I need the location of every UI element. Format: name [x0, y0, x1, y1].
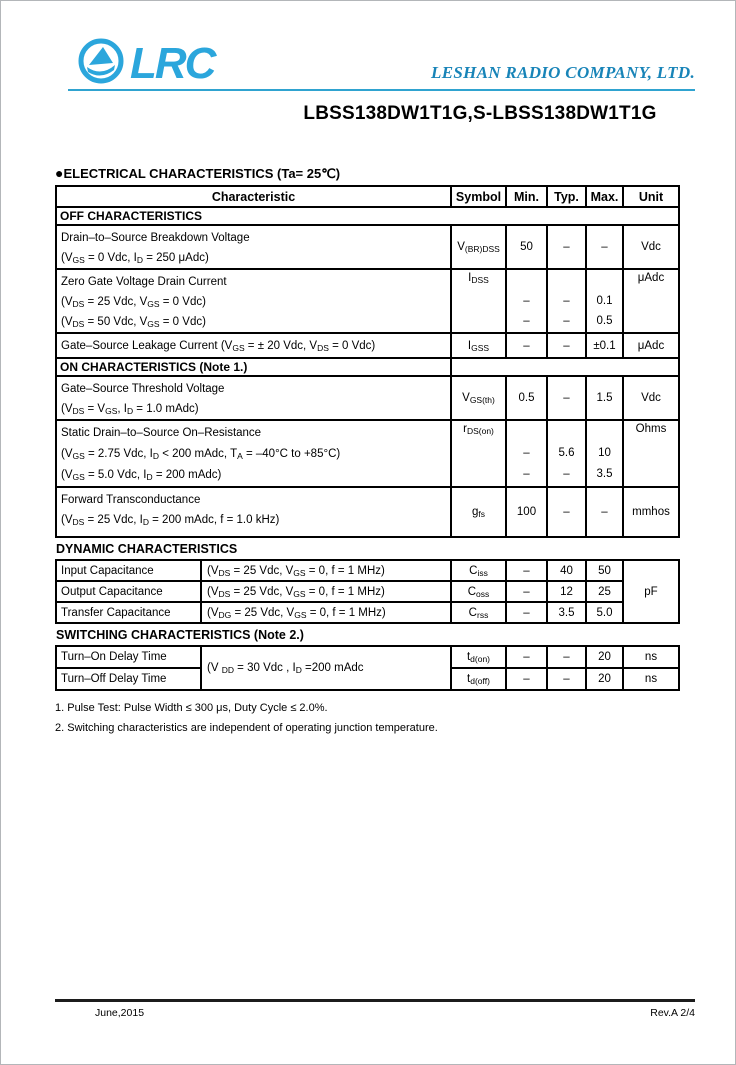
max-cell: ±0.1 [586, 333, 623, 358]
max-cell: 0.1 0.5 [586, 269, 623, 333]
symbol-cell: $C_{rss}$ [451, 602, 506, 623]
characteristic-cell: Forward Transconductance ($V_{DS} = 25$ Vdc, $I_D = 200$ mAdc, f = 1.0 kHz) [56, 487, 451, 537]
characteristic-cell: Input Capacitance [56, 560, 201, 581]
characteristic-cell: Zero Gate Voltage Drain Current ($V_{DS} = 25$ Vdc, $V_{GS} = 0$ Vdc) ($V_{DS} = 50$ Vdc, $V_{GS} = 0$ Vdc) [56, 269, 451, 333]
symbol-cell: $V_{(BR)DSS}$ [451, 225, 506, 269]
max-cell: 10 3.5 [586, 420, 623, 487]
symbol-cell: $t_{d(on)}$ [451, 646, 506, 668]
min-cell: – [506, 668, 547, 690]
section-on-label: ON CHARACTERISTICS (Note 1.) [56, 358, 451, 376]
min-cell: – – [506, 269, 547, 333]
table-row [56, 487, 679, 537]
min-cell: 0.5 [506, 376, 547, 420]
max-cell: 5.0 [586, 602, 623, 623]
electrical-characteristics-heading: ●ELECTRICAL CHARACTERISTICS (Ta= 25℃) [55, 165, 341, 181]
company-name: LESHAN RADIO COMPANY, LTD. [431, 63, 695, 82]
typ-cell: – [547, 376, 586, 420]
typ-cell: 5.6 – [547, 420, 586, 487]
table-row [56, 333, 679, 358]
bullet-icon: ● [55, 165, 64, 181]
header-rule [68, 89, 695, 91]
characteristic-cell: Turn–Off Delay Time [56, 668, 201, 690]
col-header-characteristic: Characteristic [56, 186, 451, 207]
min-cell: 100 [506, 487, 547, 537]
max-cell: 1.5 [586, 376, 623, 420]
max-cell: 25 [586, 581, 623, 602]
typ-cell: 40 [547, 560, 586, 581]
max-cell: 50 [586, 560, 623, 581]
symbol-cell: $V_{GS(th)}$ [451, 376, 506, 420]
switching-characteristics-heading: SWITCHING CHARACTERISTICS (Note 2.) [56, 628, 304, 642]
table-row [56, 646, 679, 668]
min-cell: – [506, 581, 547, 602]
max-cell: – [586, 225, 623, 269]
table-row [56, 560, 679, 581]
typ-cell: – [547, 487, 586, 537]
characteristic-cell: Gate–Source Threshold Voltage ($V_{DS} = V_{GS}$, $I_D = 1.0$ mAdc) [56, 376, 451, 420]
typ-cell: – [547, 225, 586, 269]
typ-cell: – [547, 333, 586, 358]
characteristic-cell: Transfer Capacitance [56, 602, 201, 623]
symbol-cell: $C_{iss}$ [451, 560, 506, 581]
symbol-cell: $r_{DS(on)}$ [451, 420, 506, 487]
table-row [56, 269, 679, 333]
main-content [55, 165, 678, 738]
footer-date: June,2015 [95, 1007, 145, 1019]
symbol-cell: $C_{oss}$ [451, 581, 506, 602]
symbol-cell: $I_{GSS}$ [451, 333, 506, 358]
typ-cell: – [547, 668, 586, 690]
condition-cell: ($V_{DG} = 25$ Vdc, $V_{GS} = 0$, f = 1 MHz) [201, 602, 451, 623]
switching-characteristics-table [55, 645, 680, 691]
note-1: 1. Pulse Test: Pulse Width ≤ 300 μs, Duty Cycle ≤ 2.0%. [55, 702, 328, 714]
section-on-spacer [451, 358, 679, 376]
col-header-symbol: Symbol [451, 186, 506, 207]
unit-cell: ns [623, 646, 679, 668]
dynamic-characteristics-table [55, 559, 680, 624]
section-row-on [56, 358, 679, 376]
unit-cell: Vdc [623, 376, 679, 420]
typ-cell: 3.5 [547, 602, 586, 623]
electrical-characteristics-table [55, 185, 680, 538]
footer-rule [55, 999, 695, 1002]
section-off-label: OFF CHARACTERISTICS [56, 207, 679, 225]
symbol-cell: $I_{DSS}$ [451, 269, 506, 333]
unit-cell: ns [623, 668, 679, 690]
unit-cell: mmhos [623, 487, 679, 537]
page-title: LBSS138DW1T1G,S-LBSS138DW1T1G [303, 103, 657, 124]
min-cell: 50 [506, 225, 547, 269]
note-2: 2. Switching characteristics are independent of operating junction temperature. [55, 722, 438, 734]
table-row [56, 581, 679, 602]
typ-cell: 12 [547, 581, 586, 602]
min-cell: – [506, 333, 547, 358]
typ-cell: – [547, 646, 586, 668]
characteristic-cell: Output Capacitance [56, 581, 201, 602]
characteristic-cell: Drain–to–Source Breakdown Voltage ($V_{GS} = 0$ Vdc, $I_D = 250$ μAdc) [56, 225, 451, 269]
condition-cell: (V $_{DD}$ = 30 Vdc , $I_D =200$ mAdc [201, 646, 451, 690]
unit-cell: μAdc [623, 269, 679, 333]
max-cell: 20 [586, 668, 623, 690]
condition-cell: ($V_{DS} = 25$ Vdc, $V_{GS} = 0$, f = 1 MHz) [201, 581, 451, 602]
footer-revision: Rev.A 2/4 [650, 1007, 695, 1019]
lrc-logo-text: LRC [130, 38, 215, 88]
characteristic-cell: Turn–On Delay Time [56, 646, 201, 668]
col-header-unit: Unit [623, 186, 679, 207]
table-row [56, 376, 679, 420]
unit-cell: μAdc [623, 333, 679, 358]
table-row [56, 420, 679, 487]
col-header-min: Min. [506, 186, 547, 207]
min-cell: – – [506, 420, 547, 487]
typ-cell: – – [547, 269, 586, 333]
lrc-logo-icon [76, 36, 126, 91]
lrc-logo [76, 36, 214, 91]
min-cell: – [506, 646, 547, 668]
symbol-cell: $t_{d(off)}$ [451, 668, 506, 690]
col-header-typ: Typ. [547, 186, 586, 207]
dynamic-characteristics-heading: DYNAMIC CHARACTERISTICS [56, 542, 238, 556]
unit-cell: Ohms [623, 420, 679, 487]
characteristic-cell: Gate–Source Leakage Current ($V_{GS}$ = ± 20 Vdc, $V_{DS} = 0$ Vdc) [56, 333, 451, 358]
min-cell: – [506, 602, 547, 623]
table-header-row [56, 186, 679, 207]
condition-cell: ($V_{DS} = 25$ Vdc, $V_{GS} = 0$, f = 1 MHz) [201, 560, 451, 581]
table-row [56, 225, 679, 269]
footnotes [55, 698, 678, 738]
max-cell: – [586, 487, 623, 537]
min-cell: – [506, 560, 547, 581]
table-row [56, 602, 679, 623]
section-row-off [56, 207, 679, 225]
unit-cell: Vdc [623, 225, 679, 269]
characteristic-cell: Static Drain–to–Source On–Resistance ($V_{GS} = 2.75$ Vdc, $I_D < 200$ mAdc, $T_A = -40^\circ C$ to +85°C) ($V_{GS} = 5.0$ Vdc, $I_D = 200$ mAdc) [56, 420, 451, 487]
max-cell: 20 [586, 646, 623, 668]
symbol-cell: $g_{fs}$ [451, 487, 506, 537]
unit-cell: pF [623, 560, 679, 623]
col-header-max: Max. [586, 186, 623, 207]
